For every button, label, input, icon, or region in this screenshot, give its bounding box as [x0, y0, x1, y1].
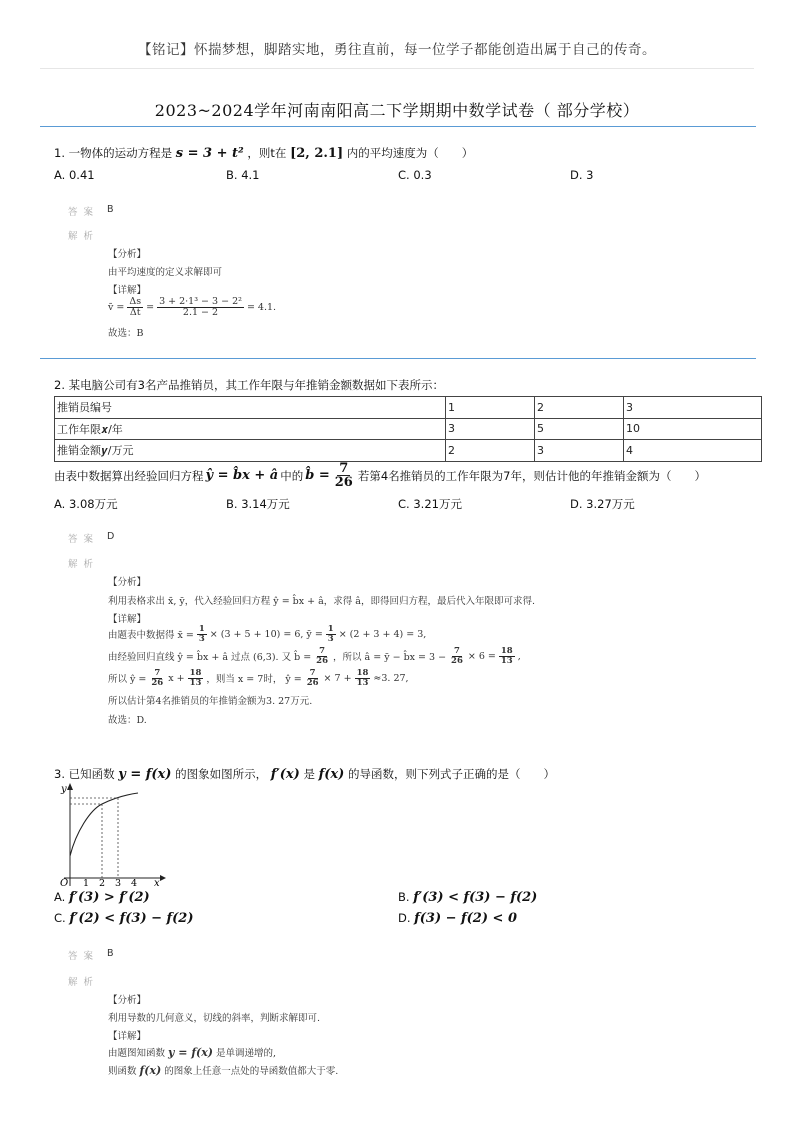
q3-fenxi-heading: 【分析】	[108, 995, 147, 1006]
q3-option-b-expr: f′(3) < f(3) − f(2)	[413, 890, 538, 905]
q2-l2-frac3-num: 18	[500, 646, 513, 656]
x-axis-arrow	[160, 875, 166, 881]
q1-pre: 1. 一物体的运动方程是	[54, 146, 173, 160]
q2-l2-mid: ，所以 â = ȳ − b̂x = 3 −	[333, 652, 447, 663]
q1-option-c[interactable]: C. 0.3	[398, 168, 432, 182]
tick-label: 2	[99, 878, 106, 889]
q1-calculation	[108, 297, 276, 317]
page-title: 2023~2024学年河南南阳高二下学期期中数学试卷（ 部分学校）	[154, 101, 640, 120]
q2-l3-frac4-den: 13	[356, 677, 369, 688]
q3-d1-post: 是单调递增的,	[216, 1048, 277, 1059]
q3-stem-mid: 的图象如图所示，	[175, 767, 268, 781]
sales-table	[54, 396, 762, 462]
q2-l3-frac3-den: 26	[306, 677, 319, 688]
q2-l3-frac2-den: 13	[189, 677, 202, 688]
table-cell: 10	[624, 418, 762, 440]
q2-l3-pre: 所以 ŷ =	[108, 674, 147, 685]
q3-stem-pre: 3. 已知函数	[54, 767, 115, 781]
q1-post: 内的平均速度为（ ）	[346, 146, 474, 160]
function-curve	[70, 793, 138, 856]
q3-d2-post: 的图象上任意一点处的导函数值都大于零.	[164, 1066, 339, 1077]
q2-l1-pre: 由题表中数据得 x̄ =	[108, 630, 194, 641]
q2-line-post: 若第4名推销员的工作年限为7年，则估计他的年推销金额为（ ）	[357, 468, 706, 483]
function-graph	[56, 782, 168, 890]
q3-option-a[interactable]	[54, 890, 150, 905]
q2-l3-frac1-num: 7	[154, 668, 161, 678]
q2-l2-frac2-num: 7	[453, 646, 460, 656]
q3-fenxi-text: 利用导数的几何意义，切线的斜率，判断求解即可.	[108, 1013, 321, 1024]
q2-detail-line-3	[108, 669, 409, 687]
q1-answer-label: 答案	[68, 207, 100, 218]
q2-l2-mid2: × 6 =	[467, 650, 496, 662]
q3-stem-mid2: 是	[303, 767, 315, 781]
q3-d2-pre: 则函数	[108, 1066, 137, 1077]
q3-d1-eq: y = f(x)	[168, 1046, 214, 1059]
q1-conclusion: 故选：B	[108, 328, 144, 339]
table-row	[55, 397, 762, 419]
q3-option-c-letter: C.	[54, 911, 66, 925]
q3-d2-eq: f(x)	[139, 1064, 162, 1077]
x-axis-label: x	[154, 878, 160, 889]
q2-l3-frac2-num: 18	[189, 668, 202, 678]
q3-option-a-expr: f′(3) > f′(2)	[68, 890, 150, 905]
table-row	[55, 440, 762, 462]
q1-mid: ，则t在	[247, 146, 287, 160]
table-cell: 1	[446, 397, 535, 419]
q2-l2-frac2-den: 26	[451, 655, 463, 666]
q2-l3-mid3: × 7 +	[323, 672, 352, 684]
table-cell: 工作年限𝒙/年	[55, 418, 446, 440]
q1-analysis-label: 解析	[68, 231, 100, 242]
q2-l2-frac1-num: 7	[319, 646, 326, 656]
q1-calc-num2: 3 + 2·1³ − 3 − 2²	[159, 296, 242, 307]
q3-option-b-letter: B.	[398, 890, 410, 904]
q1-calc-num1: Δs	[129, 296, 142, 307]
question-3-stem	[54, 766, 555, 782]
q2-l2-pre: 由经验回归直线 ŷ = b̂x + â 过点 (6,3). 又 b̂ =	[108, 652, 312, 663]
q2-l2-frac1-den: 26	[316, 655, 329, 666]
table-cell: 3	[535, 440, 624, 462]
question-2-stem: 2. 某电脑公司有3名产品推销员，其工作年限与年推销金额数据如下表所示：	[54, 378, 444, 392]
q1-option-a[interactable]: A. 0.41	[54, 168, 95, 182]
tick-label: 4	[131, 878, 138, 889]
q3-option-d-letter: D.	[398, 911, 411, 925]
q2-fenxi-heading: 【分析】	[108, 577, 147, 588]
table-cell: 2	[446, 440, 535, 462]
q2-detail-line-4: 所以估计第4名推销员的年推销金额为3. 27万元.	[108, 696, 313, 707]
q2-l3-frac3-num: 7	[309, 668, 316, 678]
table-row	[55, 418, 762, 440]
q2-l3-post: ≈3. 27,	[373, 672, 409, 684]
q2-analysis-label: 解析	[68, 559, 100, 570]
q2-answer: D	[107, 531, 115, 542]
q2-option-d[interactable]: D. 3.27万元	[570, 497, 635, 511]
q3-fx: y = f(x)	[118, 767, 172, 782]
top-divider	[40, 68, 754, 69]
q1-interval: [2, 2.1]	[290, 146, 344, 161]
q3-xiangjie-heading: 【详解】	[108, 1031, 147, 1042]
q2-xiangjie-heading: 【详解】	[108, 614, 147, 625]
tick-label: 1	[83, 878, 90, 889]
q2-l2-post: ,	[517, 650, 521, 662]
q3-option-b[interactable]	[398, 890, 537, 905]
q2-option-a[interactable]: A. 3.08万元	[54, 497, 118, 511]
q3-fx2: f(x)	[318, 767, 345, 782]
q2-frac-num: 7	[339, 461, 349, 476]
q2-conclusion: 故选：D.	[108, 715, 147, 726]
q1-calc-den1: Δt	[129, 306, 141, 318]
table-cell: 5	[535, 418, 624, 440]
q3-analysis-label: 解析	[68, 977, 100, 988]
q2-line-mid: 中的	[280, 468, 304, 483]
q2-detail-line-2	[108, 647, 521, 665]
q3-answer-label: 答案	[68, 951, 100, 962]
q2-l1-frac2-num: 1	[327, 624, 334, 634]
question-2-regression-line	[54, 462, 706, 489]
q3-option-d-expr: f(3) − f(2) < 0	[414, 911, 517, 926]
q2-l3-mid: x +	[168, 672, 185, 684]
q2-detail-line-1	[108, 625, 426, 643]
q2-line-equation: ŷ = b̂x + â	[205, 468, 279, 483]
table-cell: 3	[446, 418, 535, 440]
q1-option-b[interactable]: B. 4.1	[226, 168, 260, 182]
q1-xiangjie-heading: 【详解】	[108, 285, 147, 296]
q2-frac-den: 26	[334, 475, 353, 490]
q2-l1-frac2-den: 3	[327, 633, 334, 644]
q2-l3-frac1-den: 26	[151, 677, 164, 688]
q3-option-d[interactable]	[398, 911, 517, 926]
q2-l2-frac3-den: 13	[500, 655, 513, 666]
motto-banner: 【铭记】怀揣梦想，脚踏实地，勇往直前，每一位学子都能创造出属于自己的传奇。	[138, 42, 656, 58]
table-cell: 推销金额𝒚/万元	[55, 440, 446, 462]
q2-answer-label: 答案	[68, 534, 100, 545]
q3-option-a-letter: A.	[54, 890, 66, 904]
q2-l1-mid: × (3 + 5 + 10) = 6, ȳ =	[209, 628, 323, 640]
q2-l1-frac1-num: 1	[198, 624, 205, 634]
q2-option-c[interactable]: C. 3.21万元	[398, 497, 462, 511]
q1-calc-result: = 4.1.	[246, 301, 277, 313]
q2-fenxi-text: 利用表格求出 x̄, ȳ，代入经验回归方程 ŷ = b̂x + â，求得 â，即得回归方程，最后代入年限即可求得.	[108, 596, 535, 607]
y-axis-label: y	[61, 784, 67, 795]
q2-l1-frac1-den: 3	[198, 633, 205, 644]
table-cell: 4	[624, 440, 762, 462]
q3-fpx: f′(x)	[270, 767, 300, 782]
q2-l3-mid2: ，则当 x = 7时， ŷ =	[206, 674, 302, 685]
y-axis-arrow	[67, 783, 73, 790]
q1-answer: B	[107, 204, 114, 215]
q3-detail-line-2	[108, 1063, 338, 1077]
table-cell: 2	[535, 397, 624, 419]
q3-stem-post: 的导函数，则下列式子正确的是（ ）	[347, 767, 555, 781]
q3-answer: B	[107, 948, 114, 959]
q1-fenxi-text: 由平均速度的定义求解即可	[108, 267, 223, 278]
q2-line-bhat: b̂ =	[305, 468, 330, 483]
q1-equation: s = 3 + t²	[175, 146, 244, 161]
origin-label: O	[60, 878, 69, 889]
q2-l1-post: × (2 + 3 + 4) = 3,	[338, 628, 427, 640]
q3-d1-pre: 由题图知函数	[108, 1048, 166, 1059]
title-divider	[40, 126, 756, 127]
q2-l3-frac4-num: 18	[356, 668, 369, 678]
question-1-stem	[54, 145, 473, 161]
q1-calc-eq: =	[146, 301, 155, 313]
q3-option-c[interactable]	[54, 911, 193, 926]
table-cell: 3	[624, 397, 762, 419]
q3-option-c-expr: f′(2) < f(3) − f(2)	[69, 911, 194, 926]
tick-label: 3	[115, 878, 122, 889]
q1-option-d[interactable]: D. 3	[570, 168, 594, 182]
q3-detail-line-1	[108, 1045, 276, 1059]
q1-fenxi-heading: 【分析】	[108, 249, 147, 260]
q1-calc-lhs: v̄ =	[108, 301, 125, 313]
q2-line-pre: 由表中数据算出经验回归方程	[54, 468, 204, 483]
table-cell: 推销员编号	[55, 397, 446, 419]
q1-calc-den2: 2.1 − 2	[182, 306, 219, 318]
q2-option-b[interactable]: B. 3.14万元	[226, 497, 290, 511]
q1-divider	[40, 358, 756, 359]
